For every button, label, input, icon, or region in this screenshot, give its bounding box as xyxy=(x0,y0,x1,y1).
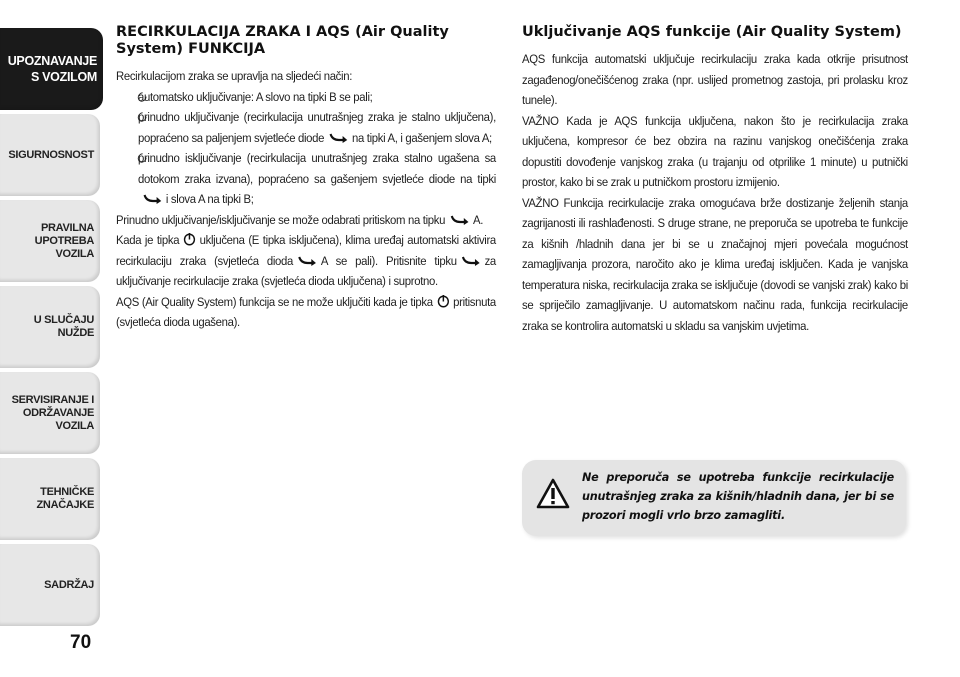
bullet-text: prinudno isključivanje (recirkulacija unutrašnjeg zraka stalno ugašena sa dotokom zraka izvana), popraćeno sa gašenjem svjetleće diode na tipki xyxy=(138,151,496,186)
recirculation-arrow-icon xyxy=(460,254,480,266)
recirculation-arrow-icon xyxy=(297,254,317,266)
tab-sadrzaj[interactable]: SADRŽAJ xyxy=(0,544,100,626)
bullet-list xyxy=(116,87,496,210)
list-item xyxy=(116,107,496,148)
paragraph: VAŽNO Kada je AQS funkcija uključena, nakon što je recirkulacija zraka uključena, kompresor će bez obzira na razinu vanjskog onečišćenja zraka dopustiti dovođenje vanjskog zraka (u trajanju od otprilike 1 minute) u putnički prostor, kako bi se zrak u putničkom prostoru izmijenio. xyxy=(522,113,908,189)
paragraph: AQS (Air Quality System) funkcija se ne može uključiti kada je tipka pritisnuta (svjetleća dioda ugašena). xyxy=(116,294,496,329)
sidebar-nav xyxy=(0,0,103,677)
tab-tehnicke-znacajke[interactable]: TEHNIČKE ZNAČAJKE xyxy=(0,458,100,540)
paragraph: Prinudno uključivanje/isključivanje se može odabrati pritiskom na tipku A. xyxy=(116,212,484,227)
clock-icon xyxy=(183,232,196,246)
tab-servisiranje-i-odrzavanje-vozila[interactable]: SERVISIRANJE I ODRŽAVANJE VOZILA xyxy=(0,372,100,454)
bullet-text: na tipki A, i gašenjem slova A; xyxy=(352,130,492,145)
section-heading-aqs: Uključivanje AQS funkcije (Air Quality System) xyxy=(522,24,902,40)
tab-pravilna-upotreba-vozila[interactable]: PRAVILNA UPOTREBA VOZILA xyxy=(0,200,100,282)
recirculation-arrow-icon xyxy=(328,131,348,143)
list-item xyxy=(116,148,496,210)
tab-u-slucaju-nuzde[interactable]: U SLUČAJU NUŽDE xyxy=(0,286,100,368)
right-column xyxy=(522,24,908,336)
tab-sigurnosnost[interactable]: SIGURNOSNOST xyxy=(0,114,100,196)
page-number: 70 xyxy=(70,632,92,653)
tab-upoznavanje-s-vozilom[interactable]: UPOZNAVANJE S VOZILOM xyxy=(0,28,103,110)
intro-text: Recirkulacijom zraka se upravlja na sljedeći način: xyxy=(116,69,353,83)
warning-box xyxy=(522,460,906,536)
list-item xyxy=(116,87,496,108)
clock-icon xyxy=(436,294,449,308)
bullet-text: prinudno uključivanje (recirkulacija unutrašnjeg zraka je stalno uključena), popraćeno sa paljenjem svjetleće diode xyxy=(138,110,496,145)
left-column xyxy=(116,24,496,333)
paragraph: Kada je tipka uključena (E tipka isključena), klima uređaj automatski aktivira recirkulaciju zraka (svjetleća dioda A se pali). Pritisnite tipku za uključivanje recirkulacije zraka (svjetleća dioda uključena) i suprotno. xyxy=(116,233,496,288)
section-heading-recirculation: RECIRKULACIJA ZRAKA I AQS (Air Quality System) FUNKCIJA xyxy=(116,24,449,57)
bullet-text: automatsko uključivanje: A slovo na tipki B se pali; xyxy=(138,89,373,104)
recirculation-arrow-icon xyxy=(142,192,162,204)
paragraph: VAŽNO Funkcija recirkulacije zraka omogućava brže dostizanje željenih stanja zagrijanosti ili rashlađenosti. S druge strane, ne preporuča se upotreba te funkcije za kišnih /hladnih dana jer bi se u značajnoj mjeri povećala mogućnost zamagljivanja prozora, naročito ako je klima uređaj isključen. Kada je vanjska temperatura niska, recirkulacija zraka se isključuje (dovodi se vanjski zrak) kako bi se spriječilo zamagljivanje. U automatskom načinu rada, funkcija recirkulacije zraka se kontrolira automatski u skladu sa vanjskim uvjetima. xyxy=(522,195,908,333)
recirculation-arrow-icon xyxy=(449,213,469,225)
warning-text: Ne preporuča se upotreba funkcije recirkulacije unutrašnjeg zraka za kišnih/hladnih dana, jer bi se prozori mogli vrlo brzo zamagliti. xyxy=(582,471,894,522)
paragraph: AQS funkcija automatski uključuje recirkulaciju zraka kada otkrije prisutnost zagađenog/onečišćenog zraka (npr. uslijed prometnog zastoja, pri prolasku kroz tunele). xyxy=(522,52,908,107)
warning-triangle-icon xyxy=(536,478,570,510)
bullet-text: i slova A na tipki B; xyxy=(165,192,254,206)
